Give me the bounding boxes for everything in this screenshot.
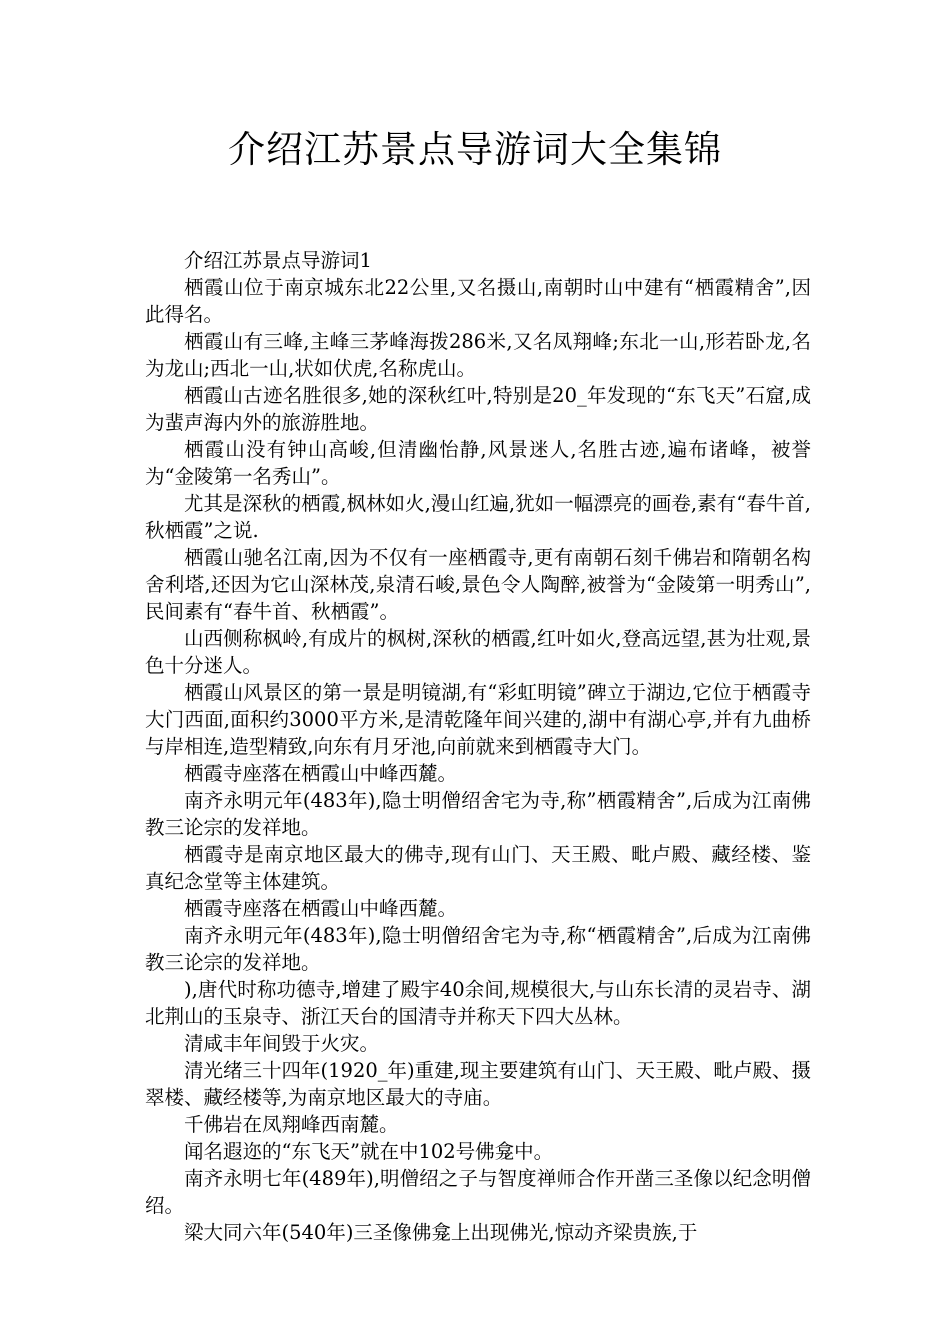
paragraph: 闻名遐迩的“东飞天”就在中102号佛龛中。 [184,1140,554,1163]
paragraph: 栖霞山没有钟山高峻,但清幽怡静,风景迷人,名胜古迹,遍布诸峰，被誉为“金陵第一名秀山”。 [145,438,811,488]
paragraph: 南齐永明七年(489年),明僧绍之子与智度禅师合作开凿三圣像以纪念明僧绍。 [145,1167,811,1217]
paragraph: 介绍江苏景点导游词1 [184,249,372,272]
paragraph: 栖霞寺座落在栖霞山中峰西麓。 [184,897,458,920]
paragraph: 栖霞山位于南京城东北22公里,又名摄山,南朝时山中建有“栖霞精舍”,因此得名。 [145,276,811,326]
paragraph: 千佛岩在凤翔峰西南麓。 [184,1113,399,1136]
paragraph: ),唐代时称功德寺,增建了殿宇40余间,规模很大,与山东长清的灵岩寺、湖北荆山的玉泉寺、浙江天台的国清寺并称天下四大丛林。 [145,978,811,1028]
paragraph: 栖霞山有三峰,主峰三茅峰海拨286米,又名凤翔峰;东北一山,形若卧龙,名为龙山;西北一山,状如伏虎,名称虎山。 [145,330,811,380]
paragraph: 栖霞山驰名江南,因为不仅有一座栖霞寺,更有南朝石刻千佛岩和隋朝名构舍利塔,还因为它山深林茂,泉清石峻,景色令人陶醉,被誉为“金陵第一明秀山”,民间素有“春牛首、秋栖霞”。 [145,546,811,623]
paragraph: 清咸丰年间毁于火灾。 [184,1032,380,1055]
paragraph: 尤其是深秋的栖霞,枫林如火,漫山红遍,犹如一幅漂亮的画卷,素有“春牛首,秋栖霞”之说. [145,492,811,542]
paragraph: 栖霞山风景区的第一景是明镜湖,有“彩虹明镜”碑立于湖边,它位于栖霞寺大门西面,面积约3000平方米,是清乾隆年间兴建的,湖中有湖心亭,并有九曲桥与岸相连,造型精致,向东有月牙池,向前就来到栖霞寺大门。 [145,681,811,758]
paragraph: 清光绪三十四年(1920_年)重建,现主要建筑有山门、天王殿、毗卢殿、摄翠楼、藏经楼等,为南京地区最大的寺庙。 [145,1059,811,1109]
paragraph: 栖霞寺座落在栖霞山中峰西麓。 [184,762,458,785]
paragraph: 栖霞寺是南京地区最大的佛寺,现有山门、天王殿、毗卢殿、藏经楼、鉴真纪念堂等主体建筑。 [145,843,811,893]
document-title: 介绍江苏景点导游词大全集锦 [228,128,722,171]
paragraph: 南齐永明元年(483年),隐士明僧绍舍宅为寺,称”栖霞精舍”,后成为江南佛教三论宗的发祥地。 [145,789,811,839]
paragraph: 南齐永明元年(483年),隐士明僧绍舍宅为寺,称“栖霞精舍”,后成为江南佛教三论宗的发祥地。 [145,924,811,974]
paragraph: 山西侧称枫岭,有成片的枫树,深秋的栖霞,红叶如火,登高远望,甚为壮观,景色十分迷人。 [145,627,811,677]
document-body [145,247,811,1246]
paragraph: 栖霞山古迹名胜很多,她的深秋红叶,特别是20_年发现的“东飞天”石窟,成为蜚声海内外的旅游胜地。 [145,384,811,434]
paragraph: 梁大同六年(540年)三圣像佛龛上出现佛光,惊动齐梁贵族,于 [184,1221,698,1244]
